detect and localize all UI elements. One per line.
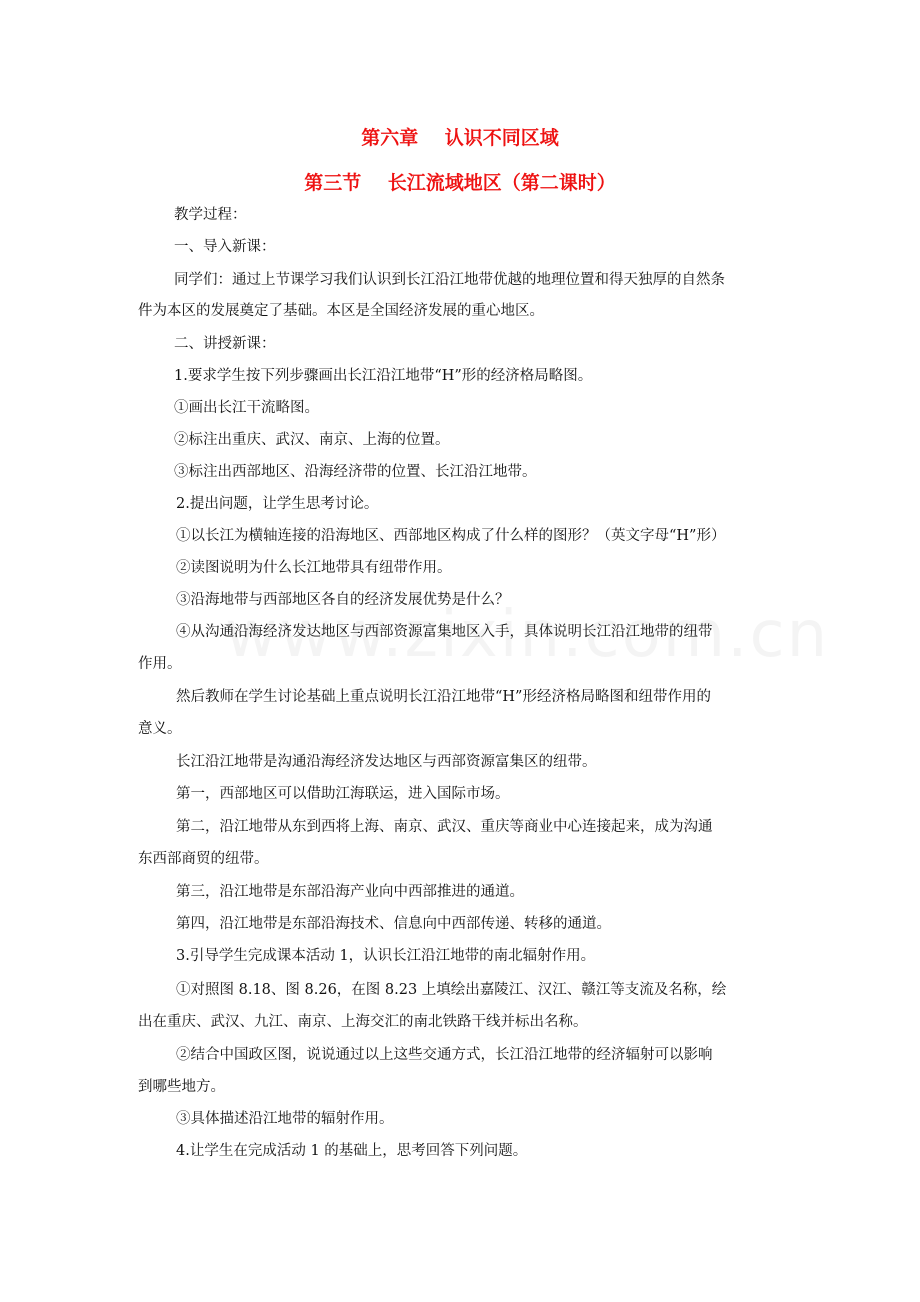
body-line: 第二，沿江地带从东到西将上海、南京、武汉、重庆等商业中心连接起来，成为沟通 (176, 819, 713, 835)
body-line: 教学过程： (174, 207, 247, 223)
body-line: 第四，沿江地带是东部沿海技术、信息向中西部传递、转移的通道。 (176, 916, 611, 932)
body-line: 然后教师在学生讨论基础上重点说明长江沿江地带“H”形经济格局略图和纽带作用的 (176, 689, 711, 705)
body-line: 4.让学生在完成活动 1 的基础上，思考回答下列问题。 (176, 1143, 528, 1159)
body-line: 到哪些地方。 (138, 1079, 225, 1095)
section-title: 第三节 长江流域地区（第二课时） (304, 172, 616, 194)
body-line: 一、导入新课： (174, 239, 276, 255)
body-line: 第三，沿江地带是东部沿海产业向中西部推进的通道。 (176, 884, 524, 900)
body-line: 长江沿江地带是沟通沿海经济发达地区与西部资源富集区的纽带。 (176, 754, 597, 770)
body-line: 出在重庆、武汉、九江、南京、上海交汇的南北铁路干线并标出名称。 (138, 1014, 588, 1030)
body-line: ①以长江为横轴连接的沿海地区、西部地区构成了什么样的图形？（英文字母“H”形） (176, 528, 726, 544)
body-line: 件为本区的发展奠定了基础。本区是全国经济发展的重心地区。 (138, 303, 544, 319)
body-line: 二、讲授新课： (174, 336, 276, 352)
chapter-title: 第六章 认识不同区域 (361, 127, 559, 149)
body-line: 2.提出问题，让学生思考讨论。 (176, 496, 379, 512)
body-line: 1.要求学生按下列步骤画出长江沿江地带“H”形的经济格局略图。 (174, 368, 593, 384)
body-line: 同学们：通过上节课学习我们认识到长江沿江地带优越的地理位置和得天独厚的自然条 (174, 272, 725, 288)
body-line: ③具体描述沿江地带的辐射作用。 (176, 1111, 394, 1127)
body-line: ②标注出重庆、武汉、南京、上海的位置。 (174, 432, 450, 448)
body-line: ③沿海地带与西部地区各自的经济发展优势是什么？ (176, 592, 510, 608)
body-line: ①画出长江干流略图。 (174, 400, 319, 416)
body-line: 第一，西部地区可以借助江海联运，进入国际市场。 (176, 786, 510, 802)
body-line: ①对照图 8.18、图 8.26，在图 8.23 上填绘出嘉陵江、汉江、赣江等支流及名称，绘 (176, 982, 727, 998)
body-line: 意义。 (138, 721, 182, 737)
body-line: ④从沟通沿海经济发达地区与西部资源富集地区入手，具体说明长江沿江地带的纽带 (176, 624, 713, 640)
body-line: 作用。 (138, 656, 182, 672)
body-line: ③标注出西部地区、沿海经济带的位置、长江沿江地带。 (174, 464, 537, 480)
body-line: 3.引导学生完成课本活动 1，认识长江沿江地带的南北辐射作用。 (176, 948, 596, 964)
body-line: 东西部商贸的纽带。 (138, 851, 269, 867)
body-line: ②结合中国政区图，说说通过以上这些交通方式，长江沿江地带的经济辐射可以影响 (176, 1047, 713, 1063)
body-line: ②读图说明为什么长江地带具有纽带作用。 (176, 560, 452, 576)
